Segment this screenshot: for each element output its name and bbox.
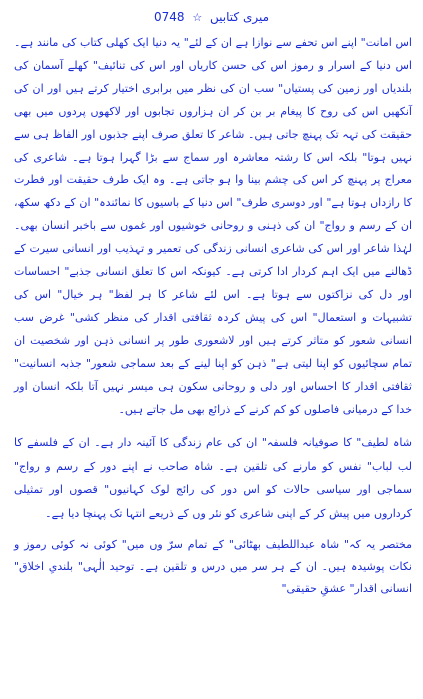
- header-title: میری کتابیں: [210, 10, 270, 24]
- paragraph-3: مختصر یہ کہ" شاہ عبداللطیف بھٹائی" کے تمام سرّ وں میں" کوئی نہ کوئی رموز و نکات پوشیدہ ہیں۔ ان کے ہر سر میں درس و تلقین ہے۔ توحید الٰہی" بلندیِ اخلاق" انسانی اقدار" عشقِ حقیقی": [14, 538, 412, 596]
- paragraph-1: اس امانت" اپنے اس تحفے سے نوازا ہے ان کے لئے" یہ دنیا ایک کھلی کتاب کی مانند ہے۔ اس دنیا کے اسرار و رموز اس کی حسن کاریاں اور اس کی تنائیف" کھلے آسمان کی بلندیاں اور زمین کی پستیاں" سب ان کی نظر میں برابری اختیار کرتے ہیں اور ان کی آنکھیں اس کی روح کا پیغام بر بن کر ان ہزاروں تجابوں اور لاکھوں پردوں میں بھی حقیقت کی تہہ تک پہنچ جاتی ہیں۔ شاعر کا تعلق صرف اپنے جذبوں اور الفاظ ہی سے نہیں ہوتا" بلکہ اس کا رشتہ معاشرہ اور سماج سے بڑا گہرا ہوتا ہے۔ شاعری کی معراج پر پہنچ کر اس کی چشم بینا وا ہو جاتی ہے۔ وہ ایک طرف حقیقت اور فطرت کا رازداں ہوتا ہے" اور دوسری طرف" اس دنیا کے باسیوں کا نمائندہ" ان کے دکھ سکھ، ان کے رسم و رواج" ان کی ذہنی و روحانی خوشیوں اور غموں سے باخبر انسان بھی۔ لہٰذا شاعر اور اس کی شاعری انسانی زندگی کی تعمیر و تہذیب اور انسانی سیرت کے ڈھالنے میں ایک اہم کردار ادا کرتی ہے۔ کیونکہ اس کا تعلق انسانی جذبے" احساسات اور دل کی نزاکتوں سے ہوتا ہے۔ اس لئے شاعر کا ہر لفظ" ہر خیال" اس کی تشبیہات و استعمال" اس کی پیش کردہ ثقافتی اقدار کی منظر کشی" غرض سب انسانی شعور کو متاثر کرتے ہیں اور لاشعوری طور پر انسانی ذہن اور شخصیت ان تمام سچائیوں کو اپنا لیتی ہے" ذہن کو اپنا لینے کے بعد سماجی شعور" جذبہ انسانیت" ثقافتی اقدار کا احساس اور دلی و روحانی سکون ہی میسر نہیں آتا بلکہ انسان اور خدا کے درمیانی فاصلوں کو کم کرنے کے ذرائع بھی مل جاتے ہیں۔: [14, 36, 412, 416]
- article-body: [14, 32, 412, 600]
- page-header: [0, 6, 423, 28]
- star-icon: ☆: [192, 11, 203, 24]
- paragraph-2: شاہ لطیف" کا صوفیانہ فلسفہ" ان کی عام زندگی کا آئینہ دار ہے۔ ان کے فلسفے کا لب لباب" نفس کو مارنے کی تلقین ہے۔ شاہ صاحب نے اپنے دور کے رسم و رواج" سماجی اور سیاسی حالات کو اس دور کی رائج لوک کہانیوں" قصوں اور تمثیلی کرداروں میں پیش کر کے اپنی شاعری کو نئر وں کے ذریعے انتہا تک پہنچا دیا ہے۔: [14, 436, 412, 520]
- header-number: 0748: [153, 10, 185, 24]
